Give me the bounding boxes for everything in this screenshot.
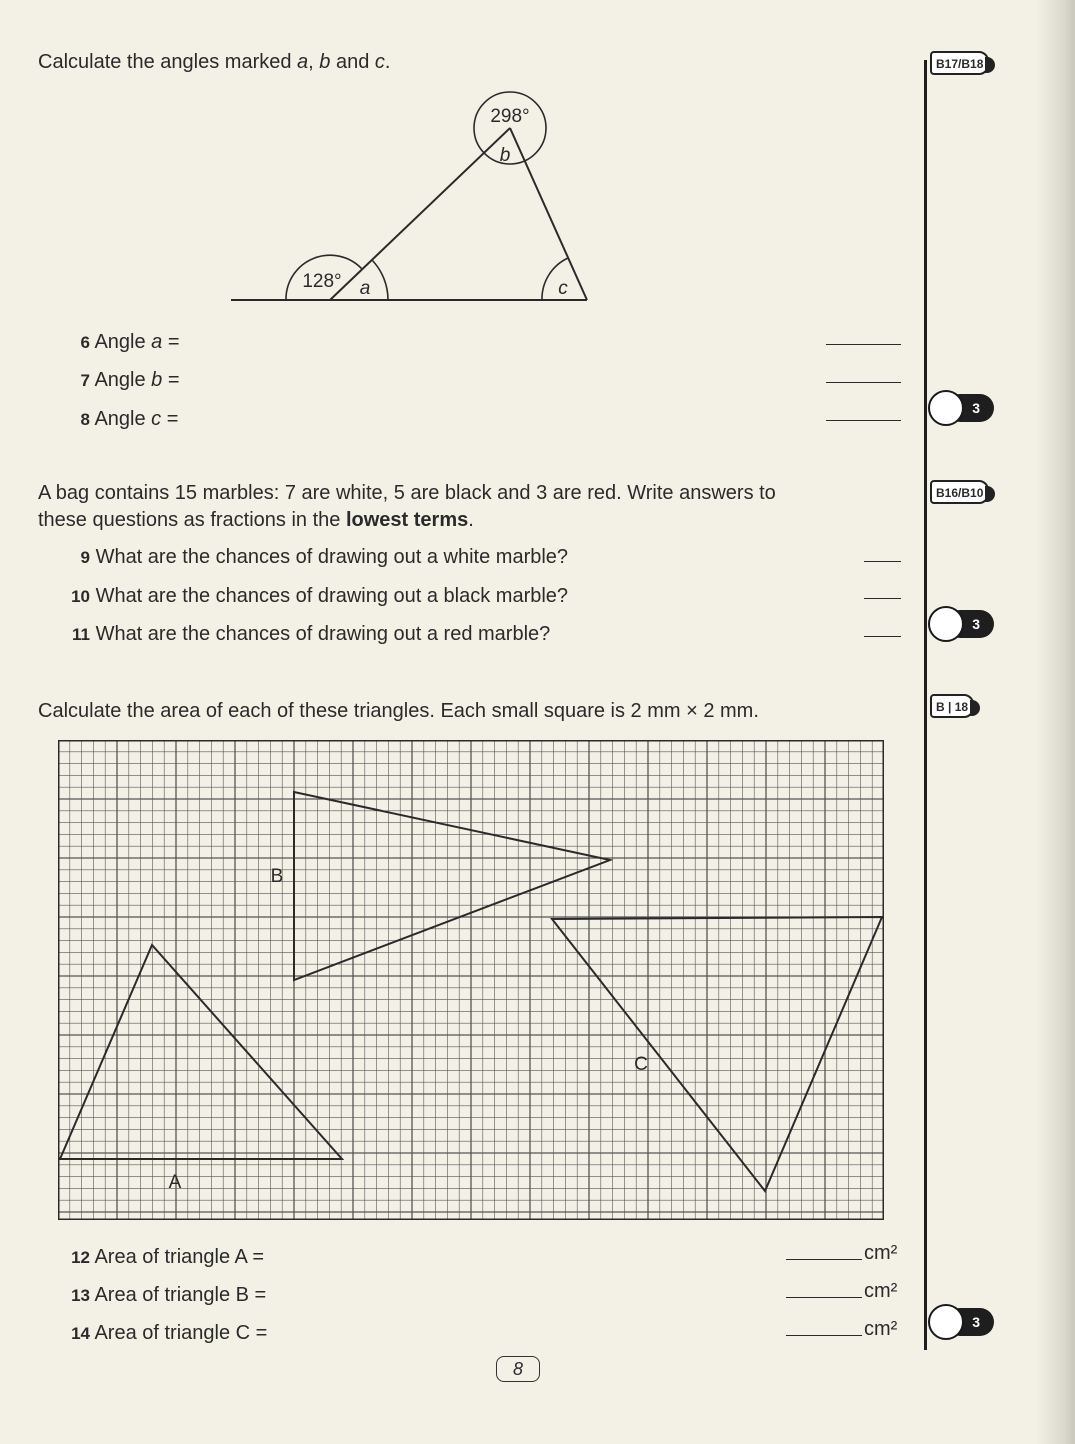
score-total: 3: [946, 610, 994, 638]
score-box-section3: [928, 1304, 998, 1340]
score-box-section1: [928, 390, 998, 426]
angle-diagram: [220, 90, 600, 310]
triangle-B-label: B: [270, 866, 284, 887]
triangle-A-label: A: [168, 1172, 182, 1193]
angle-a-label: a: [359, 278, 371, 299]
question-7: 7 Angle b =: [80, 369, 180, 391]
question-14: 14 Area of triangle C =: [71, 1322, 268, 1344]
ref-tab-section2: B16/B10: [930, 480, 989, 504]
page-edge-shadow: [1035, 0, 1075, 1444]
answer-line-6[interactable]: [826, 344, 901, 345]
angle-128-label: 128°: [302, 271, 342, 292]
question-9: 9 What are the chances of drawing out a white marble?: [80, 546, 569, 568]
unit-14: cm²: [864, 1318, 898, 1340]
question-8: 8 Angle c =: [80, 408, 179, 430]
section2-instruction-line2: these questions as fractions in the lowest terms.: [38, 509, 474, 531]
triangle-C-label: C: [634, 1054, 648, 1075]
answer-line-7[interactable]: [826, 382, 901, 383]
triangle-left-side: [330, 128, 510, 300]
question-12: 12 Area of triangle A =: [71, 1246, 265, 1268]
question-6: 6 Angle a =: [80, 331, 180, 353]
section3-instruction: Calculate the area of each of these triangles. Each small square is 2 mm × 2 mm.: [38, 700, 759, 722]
answer-line-14[interactable]: [786, 1335, 862, 1336]
triangle-C: [552, 917, 882, 1191]
unit-12: cm²: [864, 1242, 898, 1264]
answer-line-13[interactable]: [786, 1297, 862, 1298]
score-circle[interactable]: [928, 606, 964, 642]
score-total: 3: [946, 394, 994, 422]
angle-a-arc: [372, 260, 388, 300]
angle-298-label: 298°: [490, 106, 530, 127]
angle-c-label: c: [558, 278, 568, 299]
margin-rule: [924, 60, 927, 1350]
angle-b-label: b: [499, 145, 511, 166]
page-number: 8: [496, 1356, 540, 1382]
unit-13: cm²: [864, 1280, 898, 1302]
question-13: 13 Area of triangle B =: [71, 1284, 267, 1306]
section2-instruction-line1: A bag contains 15 marbles: 7 are white, 5 are black and 3 are red. Write answers to: [38, 482, 776, 504]
score-total: 3: [946, 1308, 994, 1336]
question-11: 11 What are the chances of drawing out a red marble?: [72, 623, 551, 645]
answer-line-8[interactable]: [826, 420, 901, 421]
answer-line-10[interactable]: [864, 598, 901, 599]
graph-paper-grid: [58, 740, 884, 1220]
question-10: 10 What are the chances of drawing out a black marble?: [71, 585, 569, 607]
score-circle[interactable]: [928, 1304, 964, 1340]
score-box-section2: [928, 606, 998, 642]
score-circle[interactable]: [928, 390, 964, 426]
ref-tab-section3: B | 18: [930, 694, 974, 718]
answer-line-11[interactable]: [864, 636, 901, 637]
answer-line-12[interactable]: [786, 1259, 862, 1260]
section1-instruction: Calculate the angles marked a, b and c.: [38, 51, 391, 73]
ref-tab-section1: B17/B18: [930, 51, 989, 75]
answer-line-9[interactable]: [864, 561, 901, 562]
